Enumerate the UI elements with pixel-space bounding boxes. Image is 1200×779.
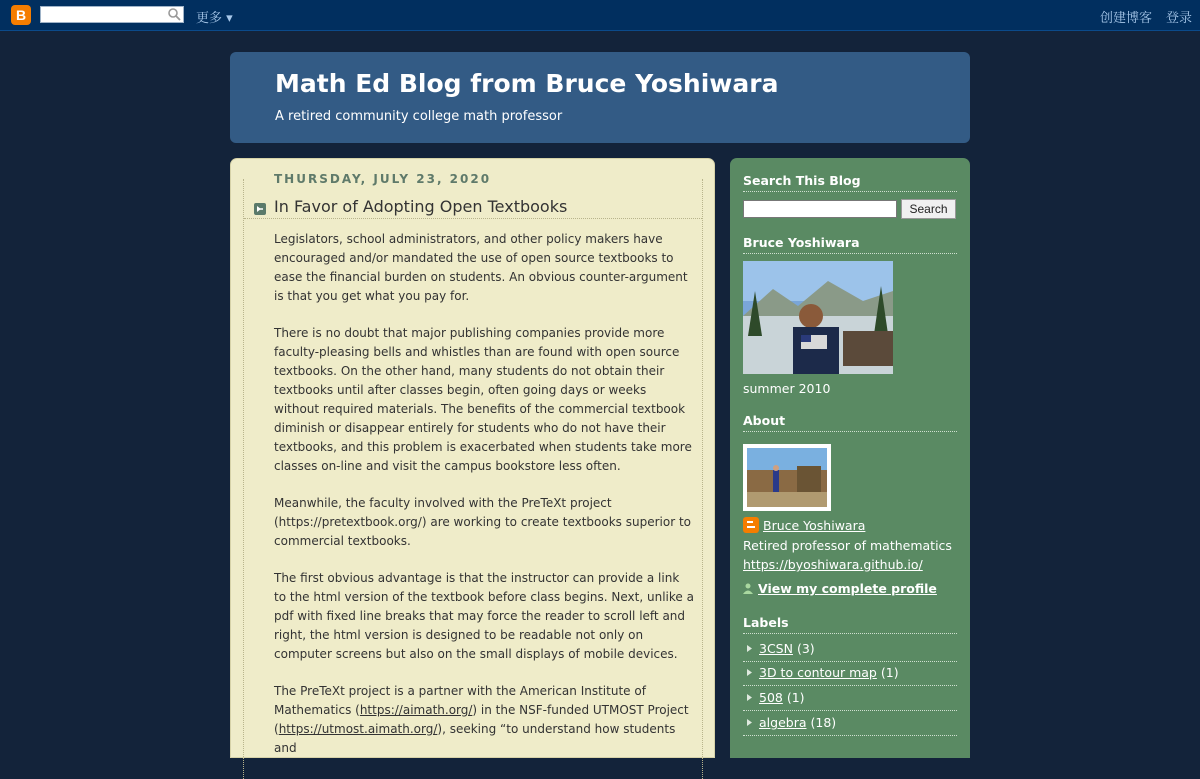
about-widget-title: About [743, 413, 957, 432]
arrow-bullet-icon [745, 718, 754, 727]
more-menu[interactable]: 更多 ▾ [196, 11, 233, 26]
label-count: (3) [796, 641, 815, 656]
profile-widget-title: Bruce Yoshiwara [743, 235, 957, 254]
blog-search-button[interactable]: Search [901, 199, 956, 219]
post-text: The PreTeXt project is a partner with the American Institute of Mathematics ( [274, 684, 646, 717]
post-arrow-icon [254, 203, 266, 215]
about-url-link[interactable]: https://byoshiwara.github.io/ [743, 557, 923, 572]
label-link[interactable]: algebra [759, 715, 807, 730]
arrow-bullet-icon [745, 644, 754, 653]
login-link[interactable]: 登录 [1166, 11, 1193, 26]
label-link[interactable]: 508 [759, 690, 783, 705]
post-text: ), seeking “to understand how students and [274, 722, 676, 755]
post-body [274, 230, 694, 776]
post-paragraph: Meanwhile, the faculty involved with the PreTeXt project (https://pretextbook.org/) are working to create textbooks superior to commercial textbooks. [274, 496, 691, 548]
post-paragraph: Legislators, school administrators, and other policy makers have encouraged and/or mandated the use of open source textbooks to ease the financial burden on students. An obvious counter-argument is that you get what you pay for. [274, 232, 688, 303]
about-description: Retired professor of mathematics [743, 538, 952, 553]
utmost-link[interactable]: https://utmost.aimath.org/ [278, 722, 438, 736]
navbar-search-input[interactable] [41, 7, 169, 22]
label-item[interactable] [743, 638, 957, 662]
label-count: (18) [810, 715, 837, 730]
label-item[interactable] [743, 712, 957, 736]
post-title-row [244, 196, 702, 219]
about-name-link[interactable]: Bruce Yoshiwara [763, 518, 866, 533]
photo-caption: summer 2010 [743, 381, 831, 396]
label-count: (1) [786, 690, 805, 705]
label-item[interactable] [743, 687, 957, 711]
profile-photo[interactable] [743, 261, 893, 374]
blog-search-input[interactable] [743, 200, 897, 218]
label-link[interactable]: 3CSN [759, 641, 793, 656]
blog-title[interactable]: Math Ed Blog from Bruce Yoshiwara [275, 69, 779, 98]
blog-header [230, 52, 970, 143]
about-photo[interactable] [743, 444, 831, 511]
post-date: THURSDAY, JULY 23, 2020 [274, 172, 492, 186]
aimath-link[interactable]: https://aimath.org/ [359, 703, 473, 717]
post-title[interactable]: In Favor of Adopting Open Textbooks [274, 197, 568, 216]
view-profile-link[interactable]: View my complete profile [758, 581, 937, 596]
blog-description: A retired community college math professor [275, 109, 563, 124]
top-navbar [0, 0, 1200, 31]
post-paragraph: The first obvious advantage is that the instructor can provide a link to the html version of the textbook before class begins. Next, unlike a pdf with fixed line breaks that may force the reader to scroll left and right, the html version is designed to be readable not only on computer screens but also on the small displays of mobile devices. [274, 571, 694, 661]
main-column [230, 158, 715, 758]
label-count: (1) [880, 665, 899, 680]
search-widget-title: Search This Blog [743, 173, 957, 192]
create-blog-link[interactable]: 创建博客 [1100, 11, 1153, 26]
search-icon[interactable] [167, 7, 181, 22]
post-paragraph [274, 682, 694, 758]
blogger-profile-icon [743, 517, 759, 533]
labels-widget-title: Labels [743, 615, 957, 634]
sidebar [730, 158, 970, 758]
arrow-bullet-icon [745, 668, 754, 677]
about-photo-image [747, 448, 827, 507]
post-text: ) in the NSF-funded UTMOST Project ( [274, 703, 689, 736]
navbar-search-box[interactable] [40, 6, 184, 23]
arrow-bullet-icon [745, 693, 754, 702]
person-icon [743, 583, 753, 594]
blogger-logo-icon[interactable]: B [11, 5, 31, 25]
label-link[interactable]: 3D to contour map [759, 665, 877, 680]
post-paragraph: There is no doubt that major publishing companies provide more faculty-pleasing bells and whistles than are found with open source textbooks. On the other hand, many students do not obtain their textbooks until after classes begin, often going days or weeks without required materials. The benefits of the commercial textbook diminish or disappear entirely for students who do not have their textbooks, and this problem is exacerbated when students take more classes on-line and visit the campus bookstore less often. [274, 326, 692, 473]
label-item[interactable] [743, 662, 957, 686]
